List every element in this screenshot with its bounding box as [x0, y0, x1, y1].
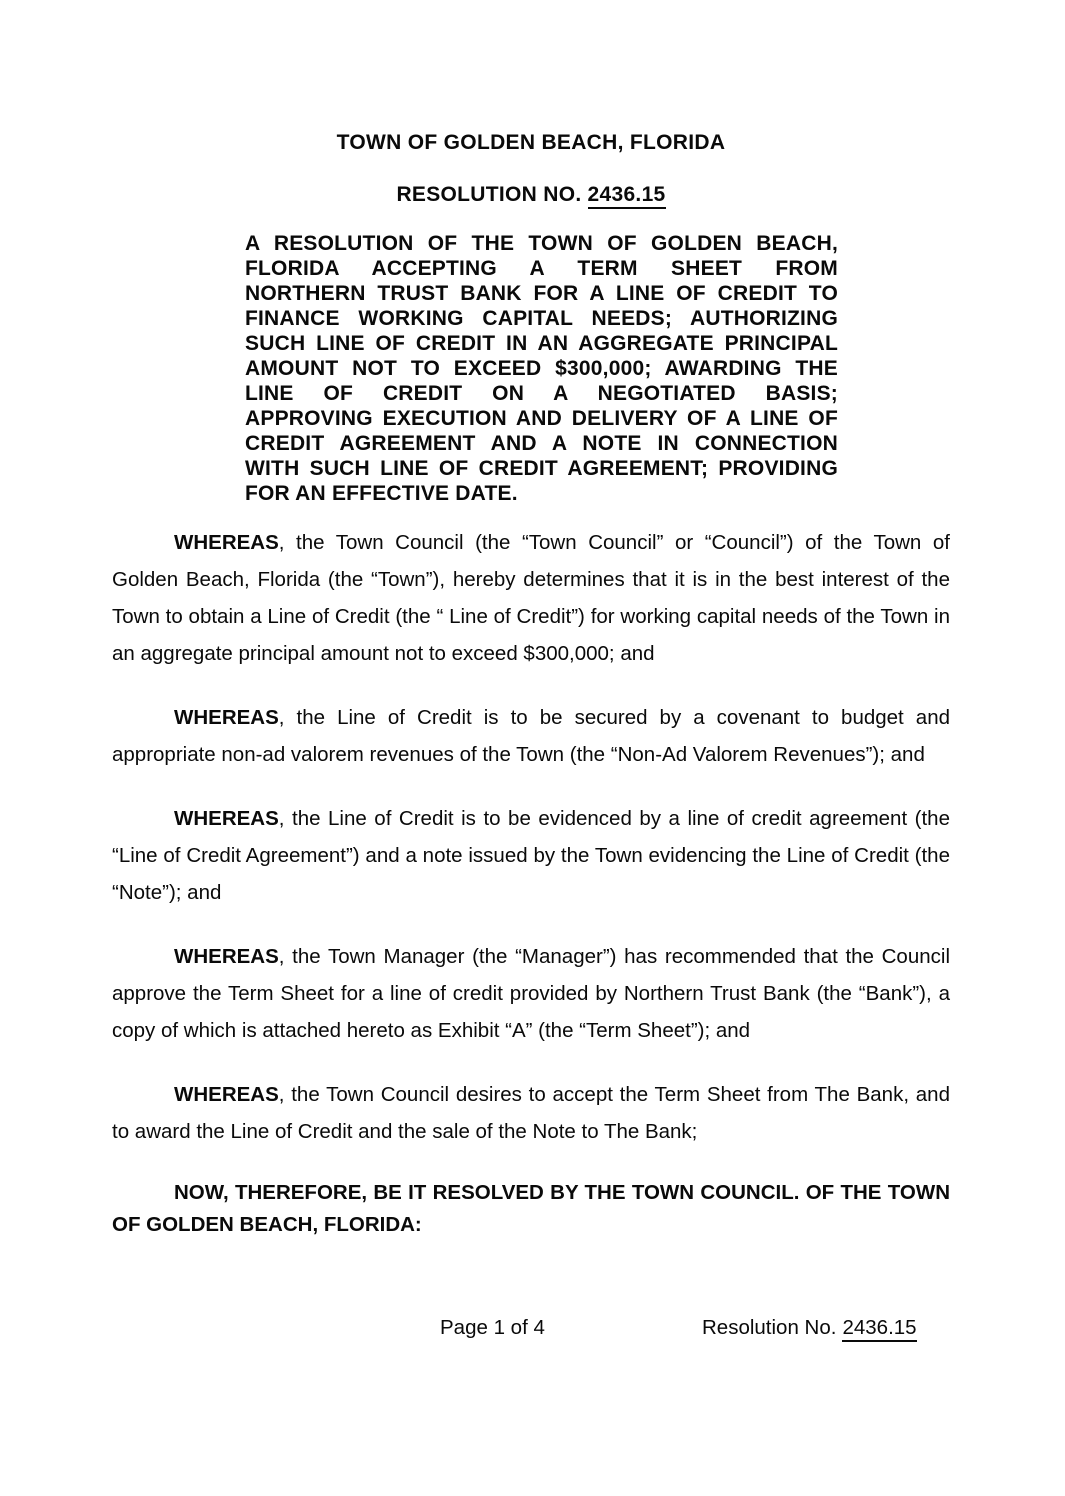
- whereas-paragraph: [112, 1076, 950, 1150]
- title-block-line: APPROVING EXECUTION AND DELIVERY OF A LINE OF: [245, 407, 838, 430]
- title-block-line: AMOUNT NOT TO EXCEED $300,000; AWARDING THE: [245, 357, 838, 380]
- title-block-line: SUCH LINE OF CREDIT IN AN AGGREGATE PRINCIPAL: [245, 332, 838, 355]
- whereas-lead: WHEREAS: [174, 531, 279, 554]
- footer-resolution-label: Resolution No.: [702, 1316, 837, 1339]
- footer-resolution-number: 2436.15: [842, 1316, 916, 1342]
- resolution-title-block: [245, 231, 838, 506]
- resolved-clause: NOW, THEREFORE, BE IT RESOLVED BY THE TOWN COUNCIL. OF THE TOWN OF GOLDEN BEACH, FLORIDA:: [112, 1181, 950, 1236]
- paragraph-text: , the Town Council (the “Town Council” or “Council”) of the Town of Golden Beach, Florida (the “Town”), hereby determines that it is in the best interest of the Town to obtain a Line of Credit (the “ Line of Credit”) for working capital needs of the Town in an aggregate principal amount not to exceed $300,000; and: [112, 531, 950, 665]
- title-block-line: FOR AN EFFECTIVE DATE.: [245, 482, 518, 505]
- document-body: [112, 524, 950, 1241]
- title-block-line: CREDIT AGREEMENT AND A NOTE IN CONNECTION: [245, 432, 838, 455]
- document-content: [112, 131, 950, 1241]
- whereas-paragraph: [112, 938, 950, 1049]
- page-footer: [0, 1316, 1065, 1346]
- whereas-paragraph: [112, 524, 950, 672]
- resolution-number-heading: [112, 183, 950, 207]
- resolution-heading-label: RESOLUTION NO.: [396, 183, 582, 206]
- whereas-lead: WHEREAS: [174, 1083, 279, 1106]
- title-block-line: FINANCE WORKING CAPITAL NEEDS; AUTHORIZING: [245, 307, 838, 330]
- paragraph-text: , the Line of Credit is to be evidenced by a line of credit agreement (the “Line of Credit Agreement”) and a note issued by the Town evidencing the Line of Credit (the “Note”); and: [112, 807, 950, 904]
- paragraph-text: , the Town Council desires to accept the Term Sheet from The Bank, and to award the Line of Credit and the sale of the Note to The Bank;: [112, 1083, 950, 1143]
- title-block-line: FLORIDA ACCEPTING A TERM SHEET FROM: [245, 257, 838, 280]
- title-block-line: LINE OF CREDIT ON A NEGOTIATED BASIS;: [245, 382, 838, 405]
- title-block-line: WITH SUCH LINE OF CREDIT AGREEMENT; PROVIDING: [245, 457, 838, 480]
- whereas-paragraph: [112, 800, 950, 911]
- whereas-paragraph: [112, 699, 950, 773]
- paragraph-text: , the Town Manager (the “Manager”) has recommended that the Council approve the Term Sheet for a line of credit provided by Northern Trust Bank (the “Bank”), a copy of which is attached hereto as Exhibit “A” (the “Term Sheet”); and: [112, 945, 950, 1042]
- title-block-line: A RESOLUTION OF THE TOWN OF GOLDEN BEACH,: [245, 232, 838, 255]
- document-title: TOWN OF GOLDEN BEACH, FLORIDA: [336, 131, 726, 154]
- title-block-line: NORTHERN TRUST BANK FOR A LINE OF CREDIT TO: [245, 282, 838, 305]
- whereas-lead: WHEREAS: [174, 706, 279, 729]
- paragraph-text: , the Line of Credit is to be secured by a covenant to budget and appropriate non-ad valorem revenues of the Town (the “Non-Ad Valorem Revenues”); and: [112, 706, 950, 766]
- resolution-heading-number: 2436.15: [588, 183, 666, 209]
- whereas-lead: WHEREAS: [174, 945, 279, 968]
- footer-page-number: Page 1 of 4: [440, 1316, 545, 1339]
- whereas-lead: WHEREAS: [174, 807, 279, 830]
- footer-resolution: [702, 1316, 917, 1340]
